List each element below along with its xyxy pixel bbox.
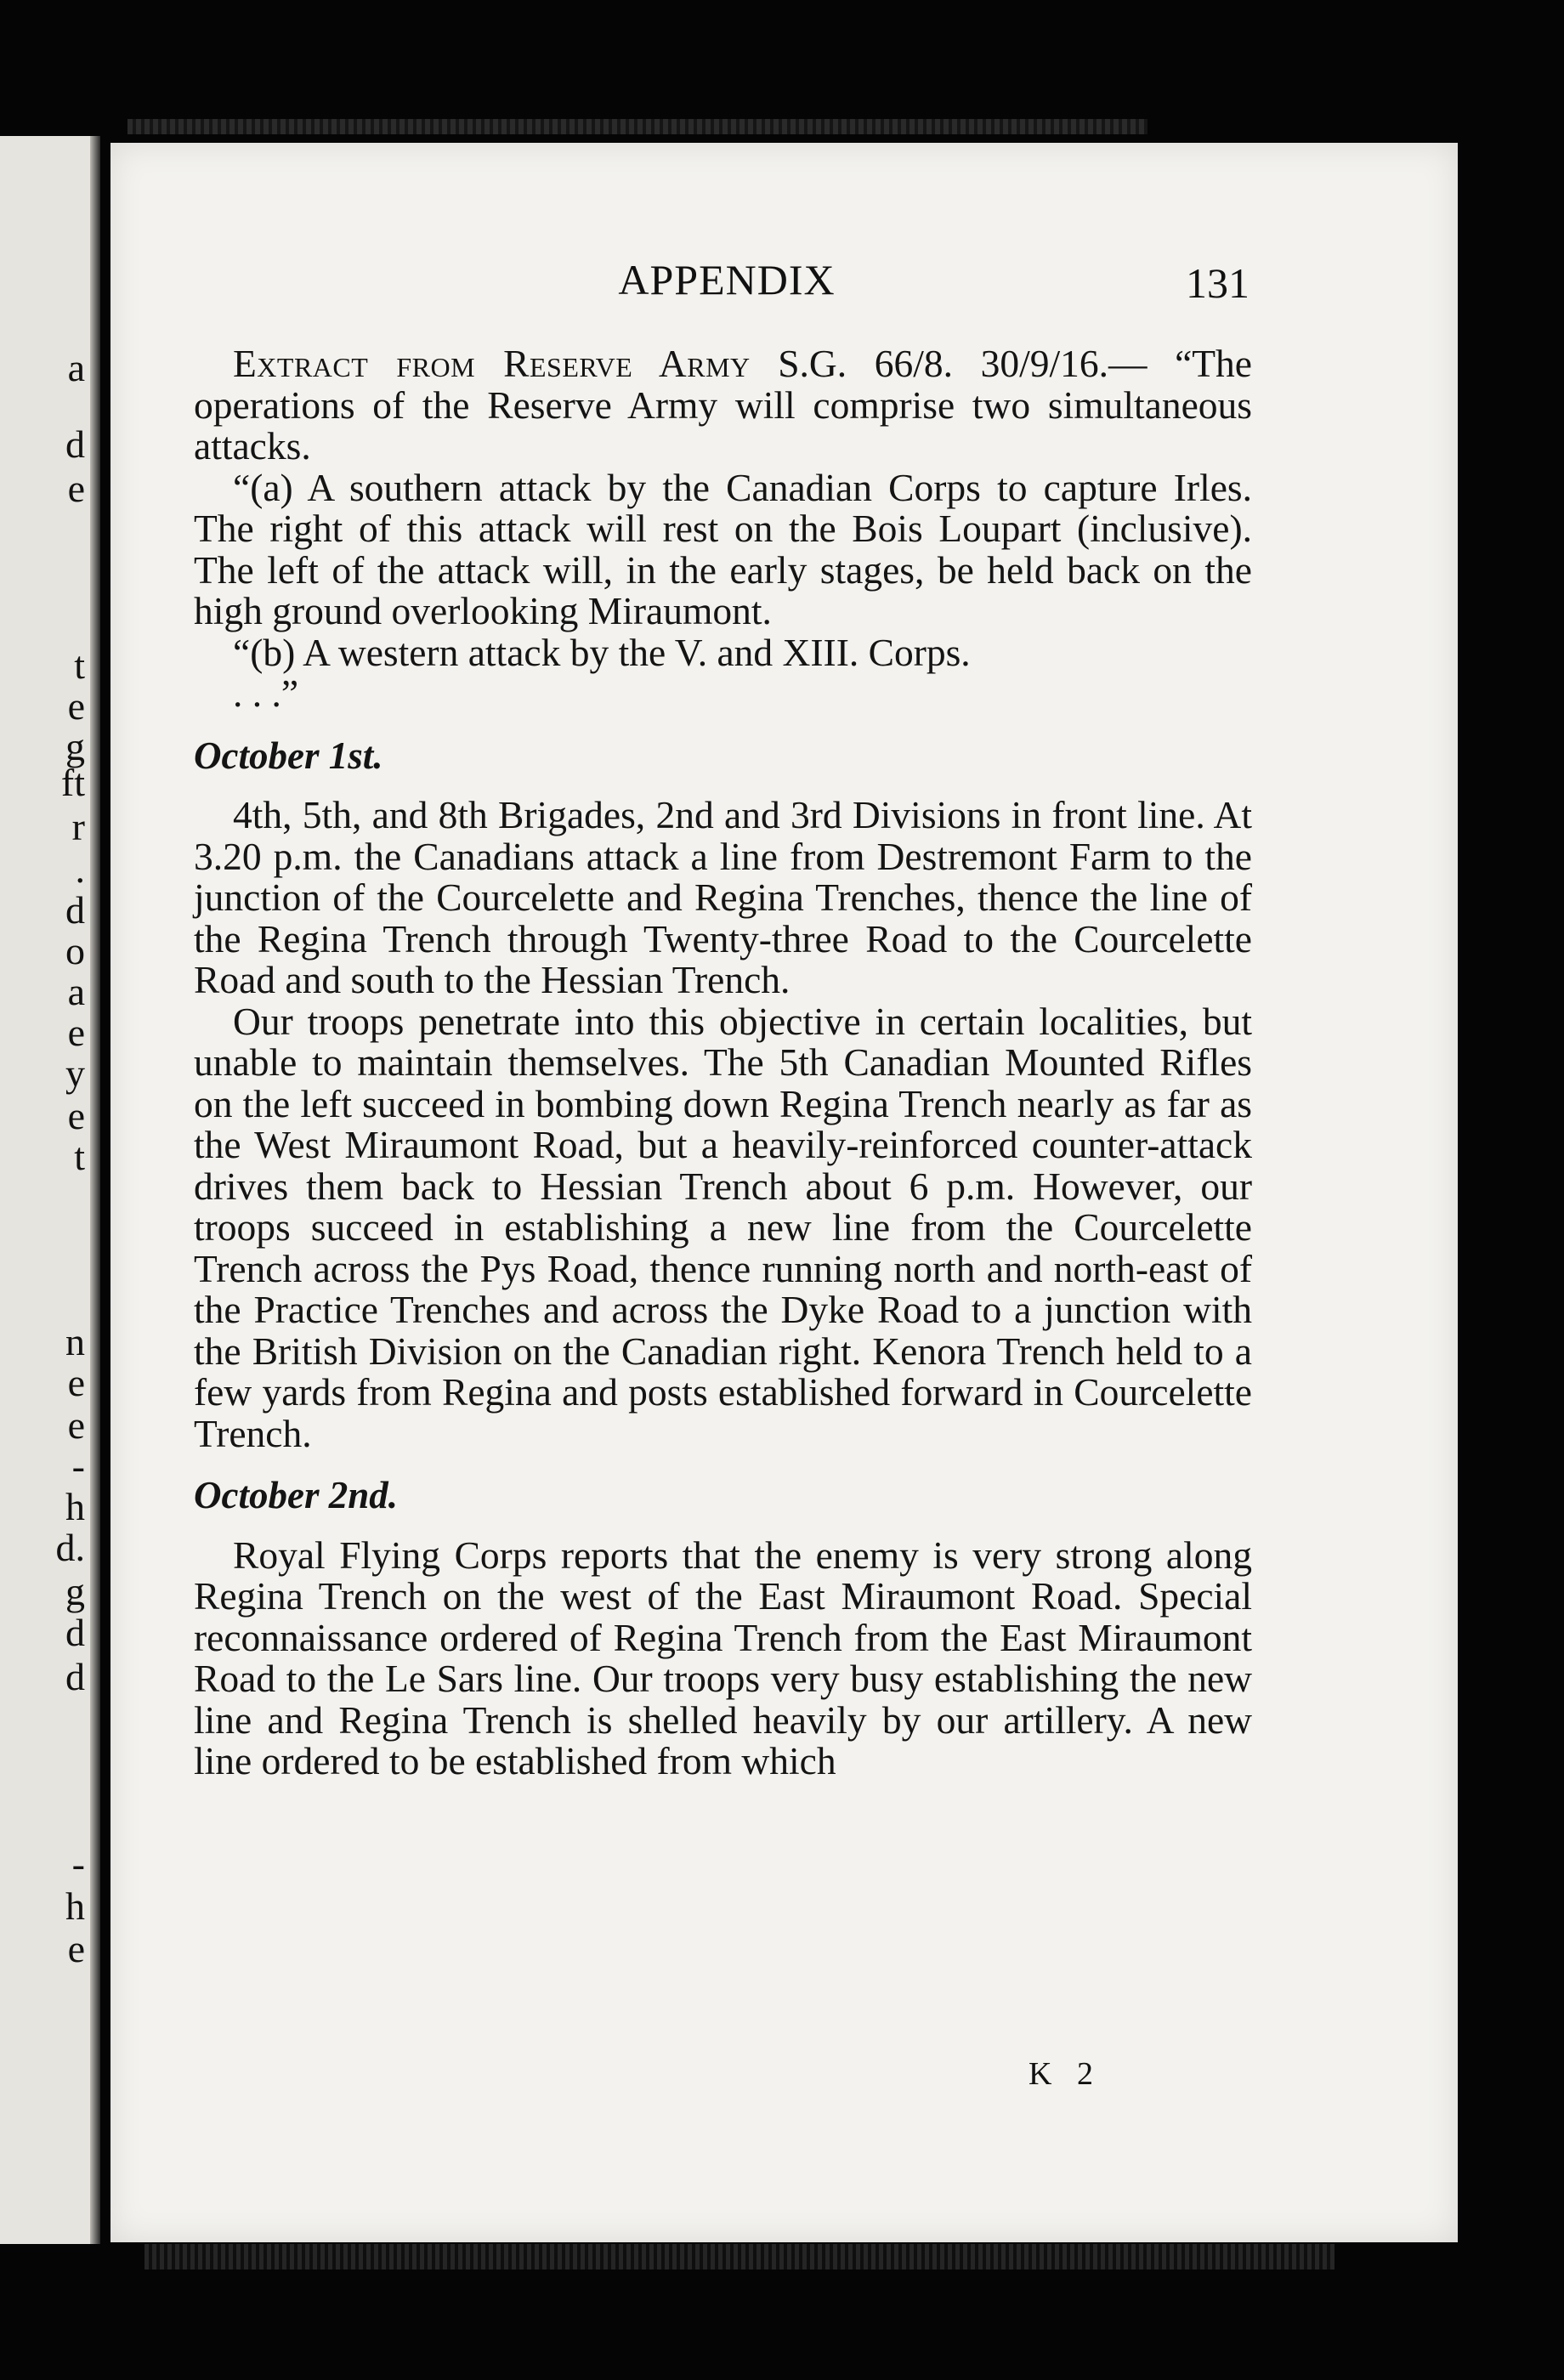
page-stack-bottom-edge bbox=[144, 2244, 1334, 2270]
extract-intro: “The operations of the Reserve Army will comprise two simultaneous attacks. bbox=[194, 342, 1252, 468]
section-paragraph: Our troops penetrate into this objective in certain localities, but unable to maintain themselves. The 5th Canadian Mounted Rifles on the left succeed in bombing down Regina Trench nearly as far as the West Miraumont Road, but a heavily-reinforced counter-attack drives them back to Hessian Trench about 6 p.m. However, our troops succeed in establishing a new line from the Courcelette Trench across the Pys Road, thence running north and north-east of the Practice Trenches and across the Dyke Road to a junction with the British Division on the Canadian right. Kenora Trench held to a few yards from Regina and posts established forward in Courcelette Trench. bbox=[194, 999, 1252, 1455]
running-title: APPENDIX bbox=[618, 256, 836, 303]
page-header bbox=[204, 255, 1250, 314]
section-date-heading: October 2nd. bbox=[194, 1474, 398, 1516]
extract-paragraph-b: “(b) A western attack by the V. and XIII. Corps. . . .” bbox=[194, 632, 1252, 715]
page-number: 131 bbox=[1186, 259, 1250, 307]
signature-mark: K 2 bbox=[1028, 2056, 1102, 2092]
extract-intro-paragraph bbox=[194, 343, 1252, 468]
page-body bbox=[194, 343, 1252, 1782]
section-date-heading: October 1st. bbox=[194, 734, 383, 777]
previous-page-edge: a d e t e g ft r . d o a e y e t n e e - h d. g d d - h e bbox=[0, 136, 100, 2244]
extract-ellipsis: . . .” bbox=[233, 672, 299, 715]
extract-paragraph-a: “(a) A southern attack by the Canadian Corps to capture Irles. The right of this attack will rest on the Bois Loupart (inclusive). The left of the attack will, in the early stages, be held back on the high ground overlooking Miraumont. bbox=[194, 465, 1252, 632]
page-stack-top-edge bbox=[128, 119, 1148, 134]
page-gutter bbox=[90, 136, 100, 2244]
section-paragraph: Royal Flying Corps reports that the enemy is very strong along Regina Trench on the west of the East Miraumont Road. Special reconnaissance ordered of Regina Trench from the East Miraumont Road to the Le Sars line. Our troops very busy establishing the new line and Regina Trench is shelled heavily by our artillery. A new line ordered to be established from which bbox=[194, 1533, 1252, 1782]
section-paragraph: 4th, 5th, and 8th Brigades, 2nd and 3rd Divisions in front line. At 3.20 p.m. the Canadians attack a line from Destremont Farm to the junction of the Courcelette and Regina Trenches, thence the line of the Regina Trench through Twenty-three Road to the Courcelette Road and south to the Hessian Trench. bbox=[194, 793, 1252, 1001]
extract-reference: S.G. 66/8. 30/9/16.— bbox=[778, 342, 1148, 385]
extract-heading: Extract from Reserve Army bbox=[233, 342, 751, 385]
